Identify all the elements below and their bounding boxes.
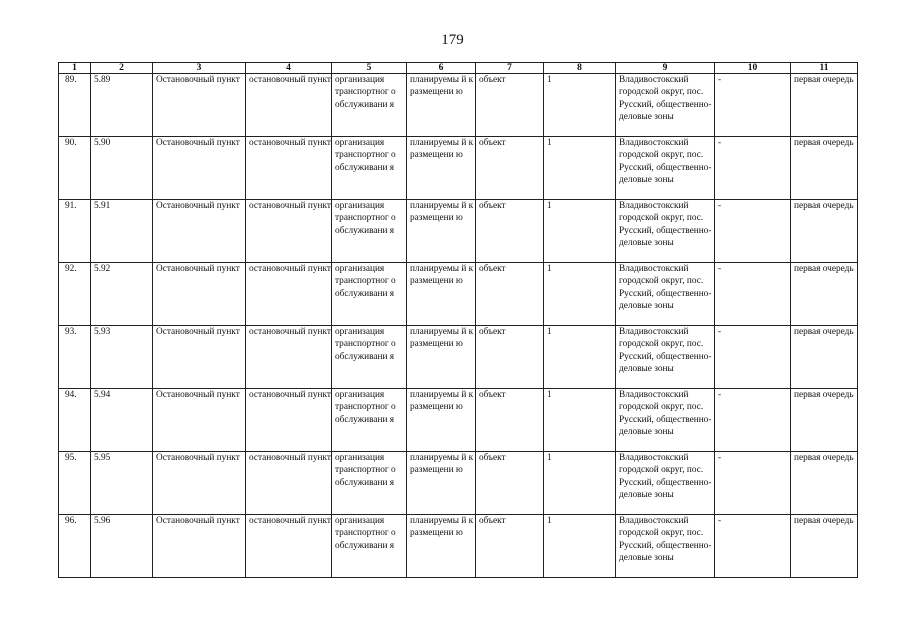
header-cell: 8: [544, 63, 616, 74]
zone-cell: -: [715, 137, 791, 200]
quantity-cell: 1: [544, 200, 616, 263]
name-cell: Остановочный пункт: [153, 389, 246, 452]
status-cell: планируемы й к размещени ю: [407, 200, 476, 263]
purpose-cell: организация транспортног о обслуживани я: [332, 263, 407, 326]
location-cell: Владивостокский городской округ, пос. Русский, общественно-деловые зоны: [616, 263, 715, 326]
unit-cell: объект: [476, 137, 544, 200]
table-row: [59, 515, 858, 578]
purpose-cell: организация транспортног о обслуживани я: [332, 452, 407, 515]
type-cell: остановочный пункт: [246, 200, 332, 263]
purpose-cell: организация транспортног о обслуживани я: [332, 515, 407, 578]
type-cell: остановочный пункт: [246, 74, 332, 137]
code-cell: 5.94: [91, 389, 153, 452]
row-number-cell: 94.: [59, 389, 91, 452]
row-number-cell: 92.: [59, 263, 91, 326]
location-cell: Владивостокский городской округ, пос. Русский, общественно-деловые зоны: [616, 326, 715, 389]
unit-cell: объект: [476, 452, 544, 515]
code-cell: 5.90: [91, 137, 153, 200]
zone-cell: -: [715, 74, 791, 137]
location-cell: Владивостокский городской округ, пос. Русский, общественно-деловые зоны: [616, 515, 715, 578]
table-row: [59, 200, 858, 263]
table-row: [59, 263, 858, 326]
status-cell: планируемы й к размещени ю: [407, 326, 476, 389]
unit-cell: объект: [476, 200, 544, 263]
row-number-cell: 93.: [59, 326, 91, 389]
purpose-cell: организация транспортног о обслуживани я: [332, 200, 407, 263]
document-table: [58, 62, 858, 578]
unit-cell: объект: [476, 389, 544, 452]
row-number-cell: 89.: [59, 74, 91, 137]
status-cell: планируемы й к размещени ю: [407, 389, 476, 452]
quantity-cell: 1: [544, 515, 616, 578]
unit-cell: объект: [476, 326, 544, 389]
type-cell: остановочный пункт: [246, 389, 332, 452]
header-cell: 7: [476, 63, 544, 74]
unit-cell: объект: [476, 74, 544, 137]
unit-cell: объект: [476, 515, 544, 578]
quantity-cell: 1: [544, 326, 616, 389]
purpose-cell: организация транспортног о обслуживани я: [332, 74, 407, 137]
code-cell: 5.89: [91, 74, 153, 137]
header-cell: 4: [246, 63, 332, 74]
location-cell: Владивостокский городской округ, пос. Русский, общественно-деловые зоны: [616, 200, 715, 263]
code-cell: 5.95: [91, 452, 153, 515]
status-cell: планируемы й к размещени ю: [407, 74, 476, 137]
header-cell: 6: [407, 63, 476, 74]
table-body: [59, 74, 858, 578]
location-cell: Владивостокский городской округ, пос. Русский, общественно-деловые зоны: [616, 137, 715, 200]
code-cell: 5.96: [91, 515, 153, 578]
header-cell: 1: [59, 63, 91, 74]
location-cell: Владивостокский городской округ, пос. Русский, общественно-деловые зоны: [616, 389, 715, 452]
zone-cell: -: [715, 263, 791, 326]
status-cell: планируемы й к размещени ю: [407, 515, 476, 578]
purpose-cell: организация транспортног о обслуживани я: [332, 326, 407, 389]
name-cell: Остановочный пункт: [153, 137, 246, 200]
name-cell: Остановочный пункт: [153, 452, 246, 515]
status-cell: планируемы й к размещени ю: [407, 263, 476, 326]
zone-cell: -: [715, 515, 791, 578]
name-cell: Остановочный пункт: [153, 74, 246, 137]
zone-cell: -: [715, 452, 791, 515]
quantity-cell: 1: [544, 263, 616, 326]
name-cell: Остановочный пункт: [153, 326, 246, 389]
stage-cell: первая очередь: [791, 263, 858, 326]
type-cell: остановочный пункт: [246, 326, 332, 389]
stage-cell: первая очередь: [791, 389, 858, 452]
quantity-cell: 1: [544, 74, 616, 137]
type-cell: остановочный пункт: [246, 515, 332, 578]
status-cell: планируемы й к размещени ю: [407, 452, 476, 515]
header-cell: 10: [715, 63, 791, 74]
code-cell: 5.92: [91, 263, 153, 326]
unit-cell: объект: [476, 263, 544, 326]
stage-cell: первая очередь: [791, 74, 858, 137]
type-cell: остановочный пункт: [246, 137, 332, 200]
header-cell: 3: [153, 63, 246, 74]
stage-cell: первая очередь: [791, 326, 858, 389]
header-cell: 11: [791, 63, 858, 74]
type-cell: остановочный пункт: [246, 263, 332, 326]
table-row: [59, 452, 858, 515]
status-cell: планируемы й к размещени ю: [407, 137, 476, 200]
row-number-cell: 96.: [59, 515, 91, 578]
stage-cell: первая очередь: [791, 515, 858, 578]
header-cell: 2: [91, 63, 153, 74]
quantity-cell: 1: [544, 452, 616, 515]
quantity-cell: 1: [544, 389, 616, 452]
stage-cell: первая очередь: [791, 200, 858, 263]
location-cell: Владивостокский городской округ, пос. Русский, общественно-деловые зоны: [616, 452, 715, 515]
zone-cell: -: [715, 326, 791, 389]
purpose-cell: организация транспортног о обслуживани я: [332, 389, 407, 452]
table-row: [59, 326, 858, 389]
code-cell: 5.93: [91, 326, 153, 389]
row-number-cell: 90.: [59, 137, 91, 200]
header-cell: 9: [616, 63, 715, 74]
purpose-cell: организация транспортног о обслуживани я: [332, 137, 407, 200]
name-cell: Остановочный пункт: [153, 263, 246, 326]
page-number: 179: [441, 32, 464, 48]
zone-cell: -: [715, 200, 791, 263]
location-cell: Владивостокский городской округ, пос. Русский, общественно-деловые зоны: [616, 74, 715, 137]
zone-cell: -: [715, 389, 791, 452]
quantity-cell: 1: [544, 137, 616, 200]
table-row: [59, 389, 858, 452]
header-cell: 5: [332, 63, 407, 74]
stage-cell: первая очередь: [791, 137, 858, 200]
code-cell: 5.91: [91, 200, 153, 263]
name-cell: Остановочный пункт: [153, 200, 246, 263]
row-number-cell: 95.: [59, 452, 91, 515]
table-header-row: [59, 63, 858, 74]
table-row: [59, 74, 858, 137]
type-cell: остановочный пункт: [246, 452, 332, 515]
table-row: [59, 137, 858, 200]
stage-cell: первая очередь: [791, 452, 858, 515]
row-number-cell: 91.: [59, 200, 91, 263]
name-cell: Остановочный пункт: [153, 515, 246, 578]
